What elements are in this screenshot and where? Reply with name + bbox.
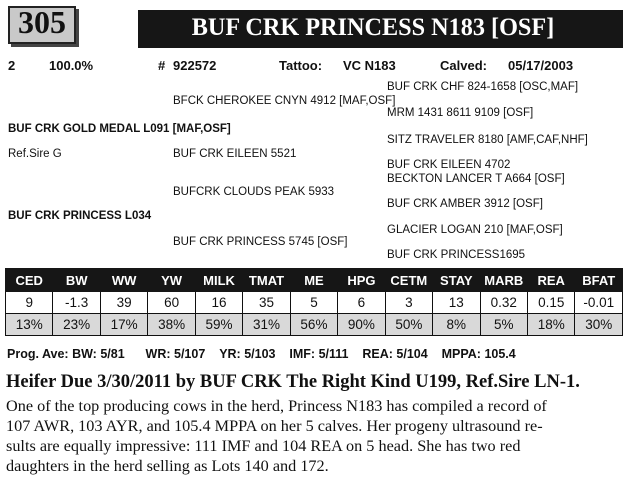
epd-value-row [6,292,623,314]
registration-number: 922572 [173,58,217,73]
pedigree-dam: BUF CRK PRINCESS L034 [8,210,152,222]
epd-value-yw: 60 [148,292,195,314]
epd-value-stay: 13 [433,292,480,314]
epd-header-marb: MARB [480,269,527,292]
progeny-yr-label: YR: [219,347,241,361]
calved-label: Calved: [440,58,487,73]
epd-value-marb: 0.32 [480,292,527,314]
progeny-rea-label: REA: [362,347,393,361]
pedigree-sss: BUF CRK CHF 824-1658 [OSC,MAF] [387,81,579,93]
epd-percentile-milk: 59% [195,314,242,336]
pedigree-sdd: BUF CRK EILEEN 4702 [387,159,511,171]
pedigree-sire-dam: BUF CRK EILEEN 5521 [173,148,297,160]
tattoo-value: VC N183 [343,58,396,73]
description-line: daughters in the herd selling as Lots 140 and 172. [6,456,329,475]
epd-percentile-bw: 23% [53,314,100,336]
progeny-imf-label: IMF: [289,347,316,361]
progeny-mppa: 105.4 [484,347,516,361]
pedigree-sire-note: Ref.Sire G [8,148,62,160]
epd-value-bfat: -0.01 [575,292,623,314]
description-line: One of the top producing cows in the herd, Princess N183 has compiled a record of [6,396,547,415]
progeny-yr: 5/103 [244,347,276,361]
epd-value-hpg: 6 [338,292,385,314]
epd-value-tmat: 35 [243,292,290,314]
progeny-bw-label: BW: [72,347,97,361]
description [6,396,624,476]
epd-table [5,268,623,336]
epd-value-ced: 9 [6,292,53,314]
pedigree-dss: BECKTON LANCER T A664 [OSF] [387,173,565,185]
epd-value-me: 5 [290,292,337,314]
epd-value-ww: 39 [100,292,147,314]
epd-header-bw: BW [53,269,100,292]
epd-percentile-tmat: 31% [243,314,290,336]
pedigree-dsd: BUF CRK AMBER 3912 [OSF] [387,198,543,210]
animal-name-title: BUF CRK PRINCESS N183 [OSF] [191,14,555,41]
description-line: sults are equally impressive: 111 IMF and 104 REA on 5 head. She has two red [6,436,521,455]
pedigree-dam-dam: BUF CRK PRINCESS 5745 [OSF] [173,236,348,248]
info-percent: 100.0% [49,58,94,73]
registration-label: # [158,58,166,73]
epd-header-ced: CED [6,269,53,292]
heifer-due-line: Heifer Due 3/30/2011 by BUF CRK The Right Kind U199, Ref.Sire LN-1. [6,372,580,392]
epd-header-stay: STAY [433,269,480,292]
epd-percentile-row [6,314,623,336]
tattoo-label: Tattoo: [279,58,323,73]
epd-value-rea: 0.15 [527,292,574,314]
progeny-averages [7,347,516,361]
epd-value-milk: 16 [195,292,242,314]
epd-percentile-me: 56% [290,314,337,336]
progeny-wr: 5/107 [174,347,206,361]
epd-header-row [6,269,623,292]
epd-header-tmat: TMAT [243,269,290,292]
epd-percentile-rea: 18% [527,314,574,336]
epd-percentile-bfat: 30% [575,314,623,336]
pedigree-sds: SITZ TRAVELER 8180 [AMF,CAF,NHF] [387,134,588,146]
pedigree-dam-sire: BUFCRK CLOUDS PEAK 5933 [173,186,335,198]
pedigree-dds: GLACIER LOGAN 210 [MAF,OSF] [387,224,563,236]
progeny-wr-label: WR: [145,347,171,361]
progeny-label: Prog. Ave: [7,347,69,361]
epd-value-bw: -1.3 [53,292,100,314]
epd-percentile-yw: 38% [148,314,195,336]
description-line: 107 AWR, 103 AYR, and 105.4 MPPA on her 5 calves. Her progeny ultrasound re- [6,416,543,435]
progeny-bw: 5/81 [100,347,125,361]
epd-header-me: ME [290,269,337,292]
pedigree-sire: BUF CRK GOLD MEDAL L091 [MAF,OSF] [8,123,231,135]
epd-header-cetm: CETM [385,269,432,292]
epd-header-hpg: HPG [338,269,385,292]
epd-percentile-ced: 13% [6,314,53,336]
progeny-imf: 5/111 [318,347,349,361]
epd-percentile-ww: 17% [100,314,147,336]
info-count: 2 [8,58,16,73]
progeny-rea: 5/104 [396,347,428,361]
pedigree-ddd: BUF CRK PRINCESS1695 [387,249,526,261]
epd-value-cetm: 3 [385,292,432,314]
lot-number: 305 [18,4,66,40]
epd-header-ww: WW [100,269,147,292]
epd-percentile-stay: 8% [433,314,480,336]
epd-header-milk: MILK [195,269,242,292]
epd-percentile-marb: 5% [480,314,527,336]
pedigree-sire-sire: BFCK CHEROKEE CNYN 4912 [MAF,OSF] [173,95,396,107]
epd-header-rea: REA [527,269,574,292]
epd-percentile-cetm: 50% [385,314,432,336]
epd-percentile-hpg: 90% [338,314,385,336]
pedigree-ssd: MRM 1431 8611 9109 [OSF] [387,107,534,119]
progeny-mppa-label: MPPA: [441,347,481,361]
calved-date: 05/17/2003 [508,58,574,73]
epd-header-bfat: BFAT [575,269,623,292]
epd-header-yw: YW [148,269,195,292]
